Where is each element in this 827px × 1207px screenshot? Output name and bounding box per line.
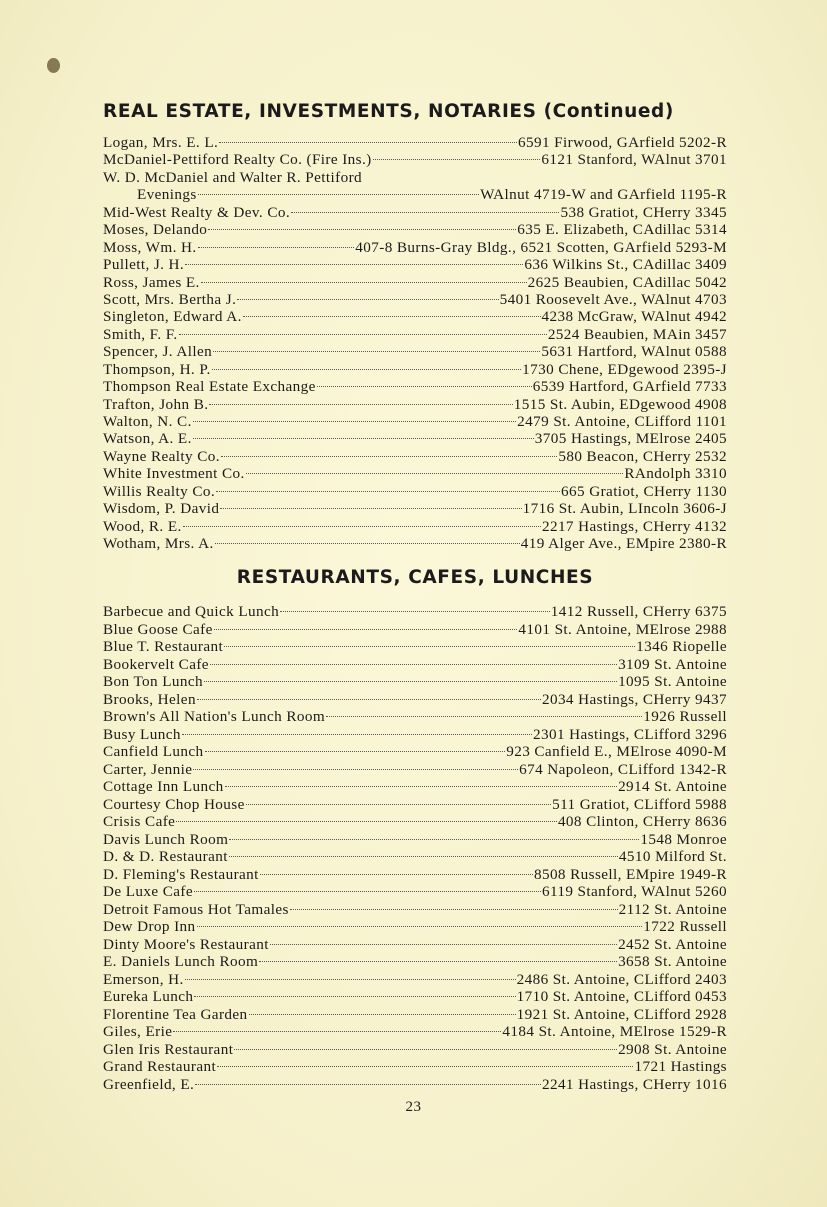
entry-name: Florentine Tea Garden — [103, 1005, 248, 1023]
dot-leader — [212, 369, 521, 370]
directory-entry — [103, 778, 727, 796]
dot-leader — [216, 491, 560, 492]
entry-address-phone: 511 Gratiot, CLifford 5988 — [552, 795, 727, 813]
directory-entry — [103, 638, 727, 656]
dot-leader — [234, 1049, 617, 1050]
entry-name: Brooks, Helen — [103, 690, 196, 708]
dot-leader — [204, 681, 617, 682]
directory-entry — [103, 988, 727, 1006]
directory-entry — [103, 396, 727, 413]
entry-name: Carter, Jennie — [103, 760, 193, 778]
directory-entry — [103, 169, 727, 186]
entry-address-phone: 419 Alger Ave., EMpire 2380-R — [520, 535, 727, 553]
directory-entry — [103, 256, 727, 273]
directory-entry — [103, 1006, 727, 1024]
dot-leader — [193, 769, 518, 770]
directory-entry — [103, 936, 727, 954]
directory-entry — [103, 378, 727, 395]
entry-name: Blue Goose Cafe — [103, 620, 213, 638]
directory-entry — [103, 866, 727, 884]
entry-name: Moss, Wm. H. — [103, 238, 197, 256]
dot-leader — [237, 299, 498, 300]
directory-entry — [103, 656, 727, 674]
entry-name: Trafton, John B. — [103, 395, 209, 413]
dot-leader — [197, 699, 541, 700]
dot-leader — [270, 944, 617, 945]
entry-name: Scott, Mrs. Bertha J. — [103, 290, 237, 308]
entry-address-phone: 538 Gratiot, CHerry 3345 — [560, 203, 727, 221]
entry-name: Wotham, Mrs. A. — [103, 535, 214, 553]
entry-name: Singleton, Edward A. — [103, 308, 242, 326]
dot-leader — [373, 159, 541, 160]
entry-address-phone: 1548 Monroe — [640, 830, 727, 848]
entry-address-phone: 4510 Milford St. — [618, 848, 727, 865]
entry-name: Davis Lunch Room — [103, 830, 229, 848]
entry-address-phone: 2034 Hastings, CHerry 9437 — [541, 690, 727, 708]
dot-leader — [179, 334, 547, 335]
entry-address-phone: 635 E. Elizabeth, CAdillac 5314 — [517, 221, 727, 239]
entry-name: Wayne Realty Co. — [103, 447, 220, 465]
directory-entry — [103, 500, 727, 517]
dot-leader — [246, 473, 624, 474]
entry-address-phone: 8508 Russell, EMpire 1949-R — [533, 865, 727, 883]
entry-address-phone: 6119 Stanford, WAlnut 5260 — [541, 883, 727, 900]
directory-entry — [103, 848, 727, 866]
entry-name: Eureka Lunch — [103, 988, 194, 1005]
directory-entry — [103, 1058, 727, 1076]
entry-name: Dinty Moore's Restaurant — [103, 935, 269, 953]
entry-name: Canfield Lunch — [103, 743, 204, 760]
directory-entry — [103, 1076, 727, 1094]
directory-entry — [103, 971, 727, 989]
dot-leader — [185, 264, 523, 265]
entry-name: Glen Iris Restaurant — [103, 1040, 234, 1058]
entry-address-phone: 2112 St. Antoine — [618, 900, 727, 918]
dot-leader — [201, 282, 527, 283]
dot-leader — [194, 996, 515, 997]
real-estate-listings — [103, 134, 727, 553]
entry-address-phone: 1095 St. Antoine — [618, 673, 727, 690]
entry-name: Moses, Delando — [103, 221, 208, 239]
page-number: 23 — [405, 1099, 422, 1115]
directory-entry — [103, 673, 727, 691]
dot-leader — [246, 804, 551, 805]
dot-leader — [260, 874, 533, 875]
entry-address-phone: 4238 McGraw, WAlnut 4942 — [541, 308, 727, 326]
dot-leader — [229, 839, 639, 840]
dot-leader — [183, 526, 541, 527]
entry-name: Logan, Mrs. E. L. — [103, 134, 219, 151]
entry-name: D. & D. Restaurant — [103, 848, 228, 865]
dot-leader — [210, 664, 617, 665]
entry-address-phone: 2625 Beaubien, CAdillac 5042 — [527, 273, 727, 291]
directory-entry — [103, 361, 727, 378]
directory-entry — [103, 883, 727, 901]
directory-entry — [103, 743, 727, 761]
entry-address-phone: 4184 St. Antoine, MElrose 1529-R — [502, 1023, 727, 1040]
directory-entry — [103, 151, 727, 168]
entry-address-phone: 2217 Hastings, CHerry 4132 — [541, 517, 727, 535]
entry-name: Cottage Inn Lunch — [103, 778, 224, 795]
entry-name: Busy Lunch — [103, 725, 181, 743]
directory-entry — [103, 761, 727, 779]
entry-name: Emerson, H. — [103, 970, 184, 988]
dot-leader — [291, 212, 559, 213]
entry-name: Grand Restaurant — [103, 1058, 217, 1075]
entry-address-phone: 1926 Russell — [643, 708, 727, 725]
dot-leader — [185, 979, 516, 980]
dot-leader — [208, 229, 516, 230]
dot-leader — [249, 1014, 516, 1015]
directory-entry — [103, 274, 727, 291]
entry-address-phone: 5631 Hartford, WAlnut 0588 — [541, 343, 727, 361]
dot-leader — [220, 508, 521, 509]
entry-address-phone: 6121 Stanford, WAlnut 3701 — [541, 151, 727, 169]
entry-address-phone: WAlnut 4719-W and GArfield 1195-R — [480, 186, 727, 204]
dot-leader — [219, 142, 517, 143]
directory-entry — [103, 448, 727, 465]
entry-address-phone: 1721 Hastings — [634, 1058, 727, 1075]
entry-address-phone: 2301 Hastings, CLifford 3296 — [532, 725, 727, 743]
entry-address-phone: 2908 St. Antoine — [618, 1040, 727, 1058]
entry-address-phone: 1921 St. Antoine, CLifford 2928 — [516, 1005, 727, 1023]
dot-leader — [193, 421, 516, 422]
section-title-restaurants: RESTAURANTS, CAFES, LUNCHES — [236, 567, 594, 588]
entry-address-phone: 4101 St. Antoine, MElrose 2988 — [518, 620, 727, 638]
dot-leader — [290, 909, 618, 910]
entry-name: Smith, F. F. — [103, 325, 178, 343]
dot-leader — [198, 247, 355, 248]
dot-leader — [209, 404, 512, 405]
entry-address-phone: 1716 St. Aubin, LIncoln 3606-J — [522, 500, 727, 518]
entry-address-phone: 1710 St. Antoine, CLifford 0453 — [516, 988, 727, 1005]
restaurant-listings — [103, 603, 727, 1093]
directory-entry — [103, 918, 727, 936]
directory-entry — [103, 1023, 727, 1041]
entry-name: Mid-West Realty & Dev. Co. — [103, 203, 291, 221]
dot-leader — [224, 646, 635, 647]
entry-name: E. Daniels Lunch Room — [103, 953, 259, 970]
dot-leader — [173, 1031, 501, 1032]
dot-leader — [214, 629, 518, 630]
directory-entry — [103, 1041, 727, 1059]
dot-leader — [326, 716, 642, 717]
directory-entry — [103, 535, 727, 552]
entry-name: Blue T. Restaurant — [103, 638, 224, 655]
dot-leader — [197, 926, 643, 927]
entry-name: Wisdom, P. David — [103, 500, 220, 518]
directory-entry — [103, 239, 727, 256]
directory-entry — [103, 953, 727, 971]
dot-leader — [280, 611, 550, 612]
entry-name: Dew Drop Inn — [103, 918, 196, 935]
entry-name: Wood, R. E. — [103, 517, 182, 535]
dot-leader — [182, 734, 532, 735]
entry-address-phone: 3109 St. Antoine — [618, 655, 727, 673]
entry-name: Willis Realty Co. — [103, 482, 216, 500]
entry-name: Crisis Cafe — [103, 813, 176, 830]
dot-leader — [213, 351, 540, 352]
directory-entry — [103, 430, 727, 447]
directory-entry — [103, 291, 727, 308]
entry-address-phone: 1730 Chene, EDgewood 2395-J — [522, 360, 727, 378]
entry-name: Brown's All Nation's Lunch Room — [103, 708, 326, 725]
entry-name: Watson, A. E. — [103, 430, 192, 448]
entry-address-phone: 2486 St. Antoine, CLifford 2403 — [516, 970, 727, 988]
entry-address-phone: 1722 Russell — [643, 918, 727, 935]
directory-entry — [103, 621, 727, 639]
entry-name: Bookervelt Cafe — [103, 655, 209, 673]
entry-name: Detroit Famous Hot Tamales — [103, 900, 289, 918]
dot-leader — [194, 891, 541, 892]
directory-entry — [103, 691, 727, 709]
dot-leader — [259, 961, 617, 962]
directory-entry — [103, 518, 727, 535]
dot-leader — [195, 1084, 541, 1085]
entry-name: Bon Ton Lunch — [103, 673, 204, 690]
directory-entry — [103, 796, 727, 814]
dot-leader — [198, 194, 479, 195]
directory-entry — [103, 134, 727, 151]
entry-name: De Luxe Cafe — [103, 883, 193, 900]
entry-name: Greenfield, E. — [103, 1075, 195, 1093]
dot-leader — [229, 856, 618, 857]
entry-address-phone: 3705 Hastings, MElrose 2405 — [534, 430, 727, 448]
entry-name: Thompson, H. P. — [103, 360, 211, 378]
entry-address-phone: 1412 Russell, CHerry 6375 — [550, 603, 727, 620]
entry-name: Courtesy Chop House — [103, 795, 245, 813]
entry-address-phone: RAndolph 3310 — [624, 465, 727, 483]
dot-leader — [215, 543, 520, 544]
directory-entry — [103, 326, 727, 343]
section-title-real-estate: REAL ESTATE, INVESTMENTS, NOTARIES (Continued) — [103, 101, 674, 122]
entry-address-phone: 408 Clinton, CHerry 8636 — [557, 813, 727, 830]
punch-hole-mark — [47, 58, 60, 73]
dot-leader — [176, 821, 557, 822]
directory-entry — [103, 343, 727, 360]
dot-leader — [217, 1066, 633, 1067]
dot-leader — [205, 751, 506, 752]
directory-entry — [103, 308, 727, 325]
entry-address-phone: 5401 Roosevelt Ave., WAlnut 4703 — [499, 290, 727, 308]
directory-entry — [103, 186, 727, 203]
entry-name: Walton, N. C. — [103, 413, 192, 430]
entry-name: Pullett, J. H. — [103, 256, 185, 274]
entry-address-phone: 2241 Hastings, CHerry 1016 — [541, 1075, 727, 1093]
entry-name: Spencer, J. Allen — [103, 343, 213, 361]
directory-entry — [103, 204, 727, 221]
entry-address-phone: 2524 Beaubien, MAin 3457 — [547, 325, 727, 343]
dot-leader — [221, 456, 557, 457]
entry-address-phone: 665 Gratiot, CHerry 1130 — [561, 482, 727, 500]
entry-address-phone: 3658 St. Antoine — [618, 953, 727, 970]
entry-address-phone: 674 Napoleon, CLifford 1342-R — [519, 760, 727, 778]
entry-address-phone: 6591 Firwood, GArfield 5202-R — [517, 134, 727, 151]
directory-entry — [103, 901, 727, 919]
entry-name: Giles, Erie — [103, 1023, 173, 1040]
entry-address-phone: 2479 St. Antoine, CLifford 1101 — [517, 413, 727, 430]
entry-address-phone: 923 Canfield E., MElrose 4090-M — [506, 743, 727, 760]
entry-address-phone: 580 Beacon, CHerry 2532 — [558, 447, 727, 465]
directory-entry — [103, 221, 727, 238]
entry-name: Barbecue and Quick Lunch — [103, 603, 280, 620]
entry-address-phone: 636 Wilkins St., CAdillac 3409 — [524, 256, 727, 274]
dot-leader — [317, 386, 532, 387]
directory-entry — [103, 813, 727, 831]
directory-entry — [103, 483, 727, 500]
entry-name: Evenings — [137, 186, 197, 204]
entry-address-phone: 2914 St. Antoine — [618, 778, 727, 795]
entry-address-phone: 1346 Riopelle — [636, 638, 727, 655]
entry-address-phone: 2452 St. Antoine — [618, 935, 727, 953]
entry-name: D. Fleming's Restaurant — [103, 865, 259, 883]
directory-entry — [103, 603, 727, 621]
entry-address-phone: 6539 Hartford, GArfield 7733 — [532, 378, 727, 396]
directory-entry — [103, 413, 727, 430]
entry-address-phone: 1515 St. Aubin, EDgewood 4908 — [513, 395, 727, 413]
entry-name: McDaniel-Pettiford Realty Co. (Fire Ins.) — [103, 151, 372, 169]
directory-entry — [103, 465, 727, 482]
entry-name: Ross, James E. — [103, 273, 200, 291]
entry-name: Thompson Real Estate Exchange — [103, 378, 316, 396]
entry-name: W. D. McDaniel and Walter R. Pettiford — [103, 168, 363, 186]
directory-entry — [103, 708, 727, 726]
entry-address-phone: 407-8 Burns-Gray Bldg., 6521 Scotten, GArfield 5293-M — [355, 238, 727, 256]
dot-leader — [193, 438, 534, 439]
dot-leader — [243, 316, 541, 317]
dot-leader — [225, 786, 617, 787]
entry-name: White Investment Co. — [103, 465, 245, 483]
directory-entry — [103, 726, 727, 744]
directory-entry — [103, 831, 727, 849]
